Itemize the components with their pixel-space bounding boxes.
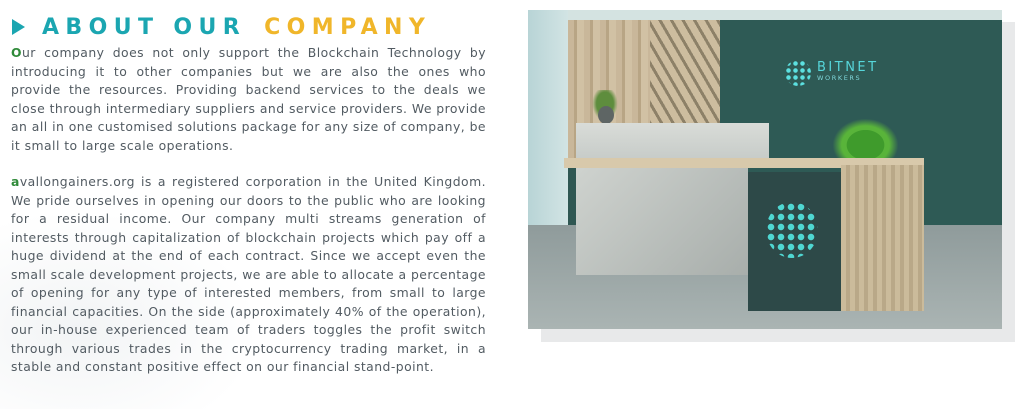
photo-ceiling: [528, 10, 1002, 20]
paragraph-1-first-letter: O: [11, 45, 22, 60]
wall-logo-title: BITNET: [817, 60, 879, 75]
heading-part-about: ABOUT OUR: [42, 14, 247, 40]
paragraph-2-first-letter: a: [11, 174, 20, 189]
paragraph-2-text: vallongainers.org is a registered corporation in the United Kingdom. We pride ourselves in opening our doors to the public who are looking for a residual income. Our company multi streams generation of interests through capitalization of blockchain projects which pay off a huge dividend at the end of each contract. Since we accept even the small scale development projects, we are able to allocate a percentage of opening for any type of interested members, from small to large financial capacities. On the side (approximately 40% of the operation), our in-house experienced team of traders toggles the profit switch through various trades in the cryptocurrency trading market, in a stable and constant positive effect on our financial stand-point.: [11, 174, 486, 374]
play-arrow-icon: [12, 19, 25, 35]
office-reception-photo: [528, 10, 1002, 329]
photo-left-wall: [528, 10, 568, 245]
wall-logo: [785, 60, 879, 86]
wall-logo-subtitle: WORKERS: [817, 74, 862, 82]
plant-pot: [598, 106, 614, 124]
heading-part-company: COMPANY: [264, 14, 432, 40]
about-paragraph-2: [11, 173, 486, 377]
desk-marble-front: [576, 165, 748, 275]
about-paragraph-1: [11, 44, 486, 155]
desk-wood-side: [841, 165, 924, 311]
paragraph-1-text: ur company does not only support the Blockchain Technology by introducing it to other companies but we are also the ones who provide the resources. Providing backend services to the deals we close through intermediary suppliers and service providers. We provide an all in one customised solutions package for any size of company, be it small to large scale operations.: [11, 45, 486, 153]
network-dots-icon: [785, 60, 811, 86]
network-dots-icon: [766, 202, 818, 258]
section-heading: [12, 13, 431, 41]
